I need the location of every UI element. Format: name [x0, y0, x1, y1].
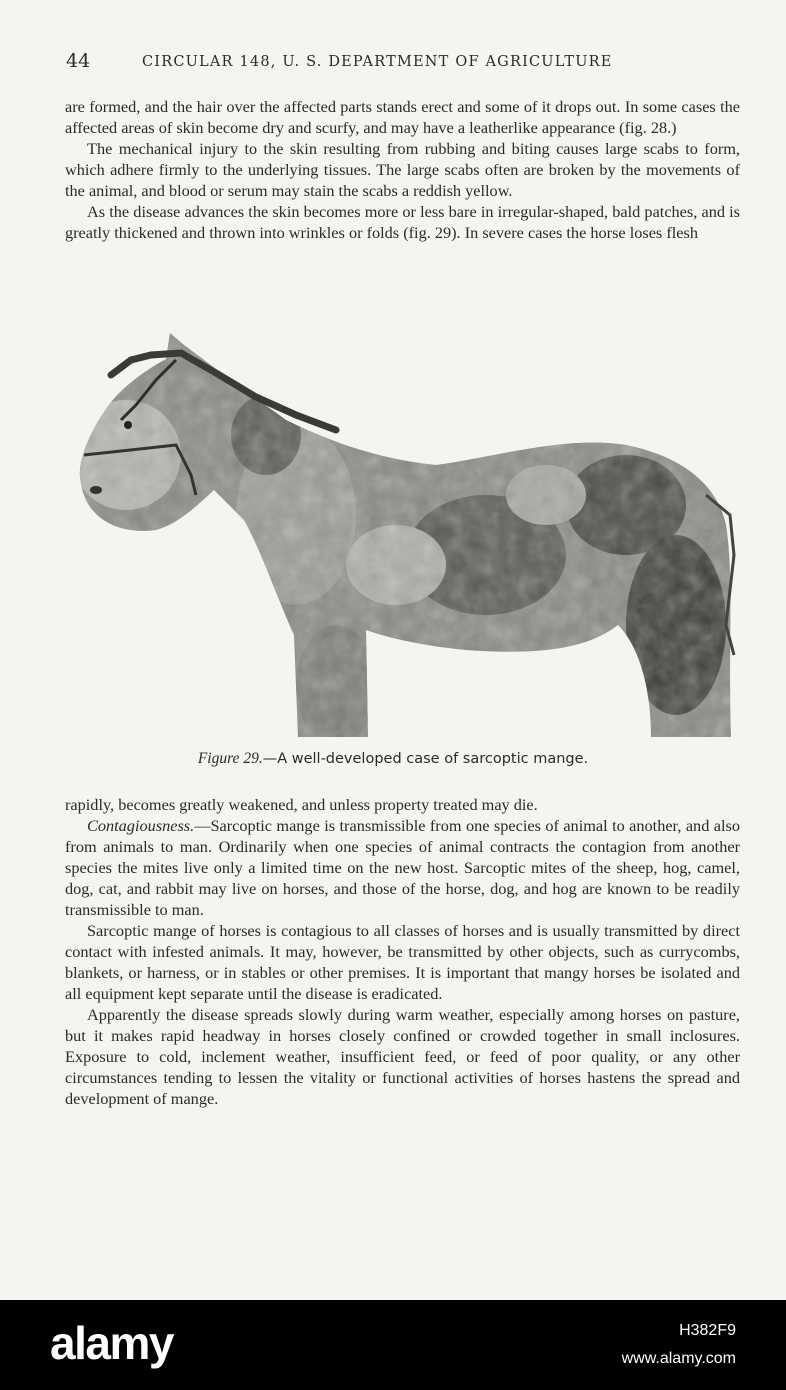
figure-label: Figure 29. — [197, 750, 263, 767]
stock-image-id: H382F9 — [679, 1322, 736, 1339]
site-url[interactable]: www.alamy.com — [621, 1350, 736, 1367]
body-text-top — [65, 96, 740, 243]
paragraph — [65, 815, 740, 920]
figure-caption — [0, 750, 786, 768]
page-number: 44 — [66, 50, 91, 72]
paragraph-text: —Sarcoptic mange is transmissible from one species of animal to another, and also from animals to man. Ordinarily when one species of animal contracts the contagion from another species the mites live only a limited time on the new host. Sarcoptic mites of the sheep, hog, camel, dog, cat, and rabbit may live on horses, and those of the horse, dog, and hog are known to be readily transmissible to man. — [65, 816, 740, 919]
figure-caption-text: —A well-developed case of sarcoptic mange. — [262, 751, 589, 767]
alamy-logo[interactable]: alamy — [50, 1317, 173, 1369]
horse-illustration — [66, 325, 746, 745]
running-head: CIRCULAR 148, U. S. DEPARTMENT OF AGRICULTURE — [142, 54, 613, 70]
watermark-footer — [0, 1300, 786, 1390]
body-text-bottom — [65, 794, 740, 1109]
page-header — [66, 50, 740, 76]
figure-horse-photo — [66, 325, 746, 745]
paragraph: The mechanical injury to the skin resulting from rubbing and biting causes large scabs to form, which adhere firmly to the underlying tissues. The large scabs often are broken by the movements of the animal, and blood or serum may stain the scabs a reddish yellow. — [65, 139, 740, 200]
paragraph: rapidly, becomes greatly weakened, and unless property treated may die. — [65, 795, 538, 814]
paragraph: are formed, and the hair over the affected parts stands erect and some of it drops out. In some cases the affected areas of skin become dry and scurfy, and may have a leatherlike appearance (fig. 28.) — [65, 97, 740, 137]
paragraph: Sarcoptic mange of horses is contagious to all classes of horses and is usually transmitted by direct contact with infested animals. It may, however, be transmitted by other objects, such as currycombs, blankets, or harness, or in stables or other premises. It is important that mangy horses be isolated and all equipment kept separate until the disease is eradicated. — [65, 921, 740, 1003]
paragraph: As the disease advances the skin becomes more or less bare in irregular-shaped, bald patches, and is greatly thickened and thrown into wrinkles or folds (fig. 29). In severe cases the horse loses flesh — [65, 202, 740, 242]
paragraph: Apparently the disease spreads slowly during warm weather, especially among horses on pasture, but it makes rapid headway in horses closely confined or crowded together in small inclosures. Exposure to cold, inclement weather, insufficient feed, or feed of poor quality, or any other circumstances tending to lessen the vitality or functional activities of horses hastens the spread and development of mange. — [65, 1005, 740, 1108]
section-heading-contagiousness: Contagiousness. — [87, 816, 195, 835]
